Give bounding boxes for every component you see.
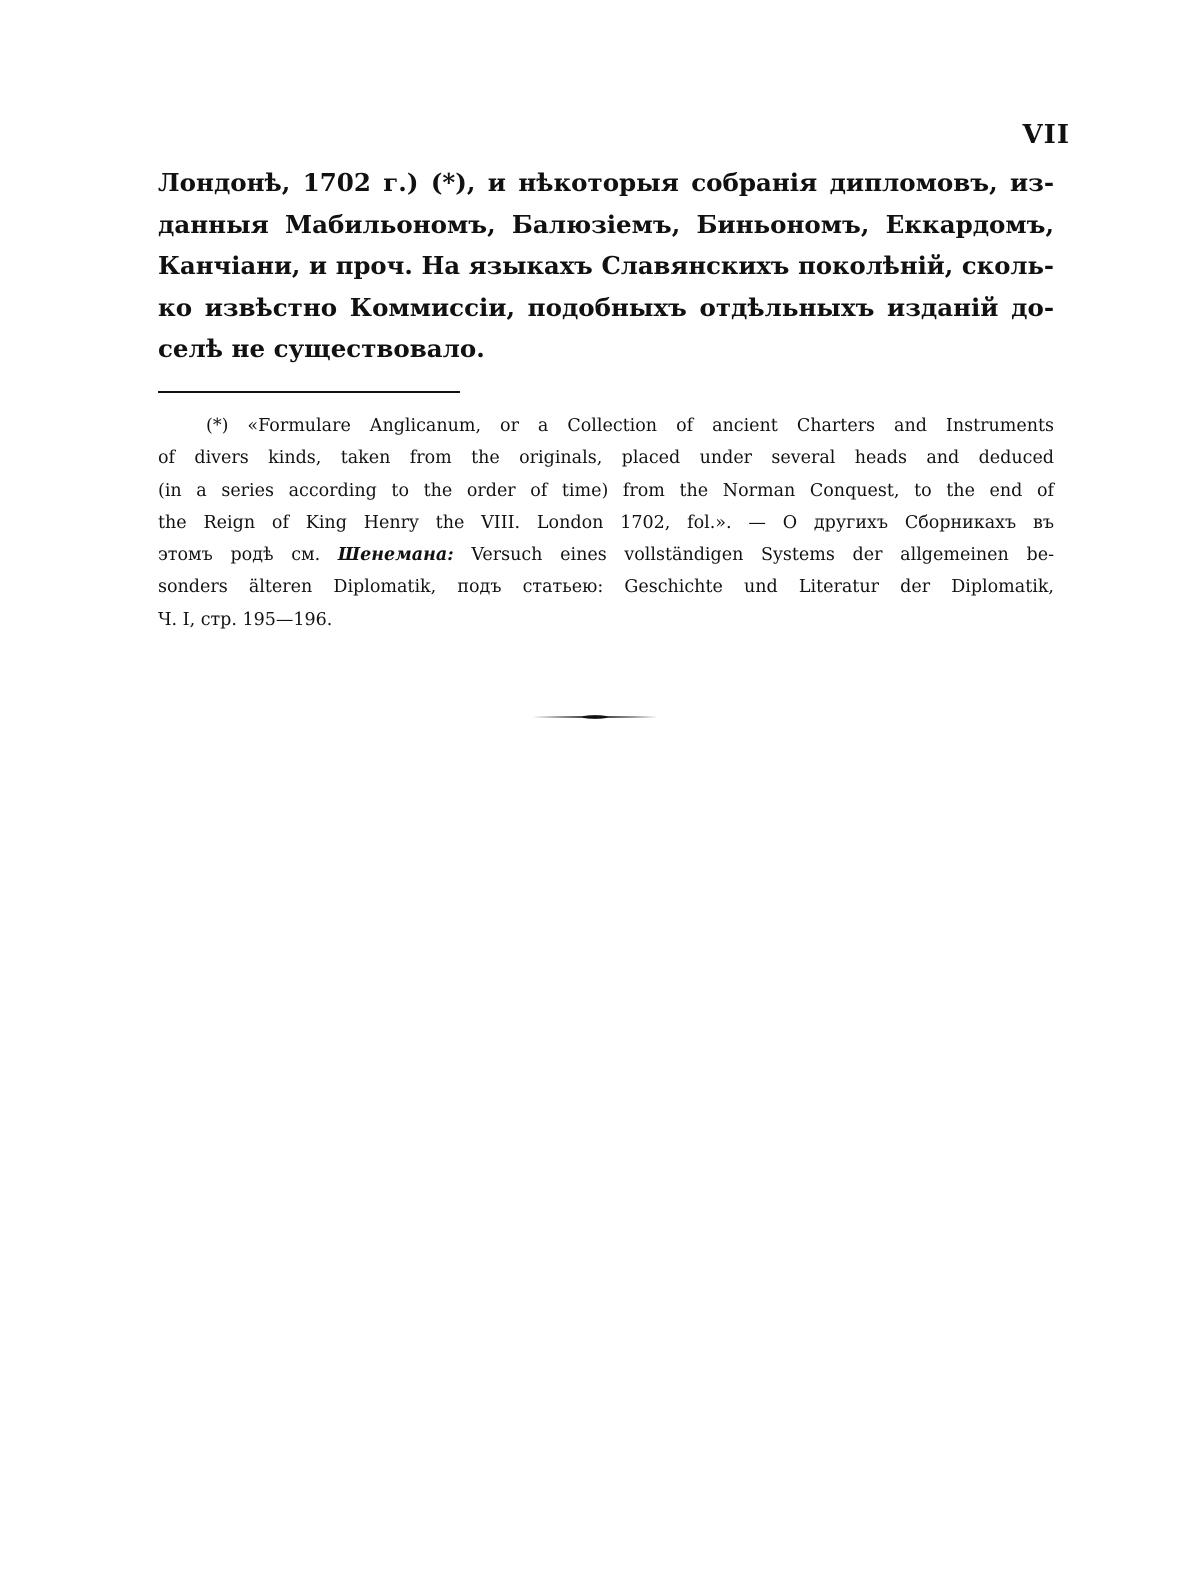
page-number: VII	[1022, 120, 1070, 150]
footnote-text: Versuch eines vollständigen Systems der allgemeinen be-	[471, 545, 1054, 566]
footnote-line	[158, 539, 1054, 571]
footnote-line: (in a series according to the order of time) from the Norman Conquest, to the end of	[158, 480, 1054, 501]
footnote-line: of divers kinds, taken from the originals, placed under several heads and deduced	[158, 448, 1054, 469]
footnote-divider	[158, 391, 460, 393]
body-line: селѣ не существовало.	[158, 334, 485, 363]
footnote-author-name: Шенемана:	[337, 545, 454, 566]
footnote-line: the Reign of King Henry the VIII. London 1702, fol.». — О другихъ Сборникахъ въ	[158, 512, 1054, 533]
body-paragraph	[158, 162, 1054, 370]
footnote-line: (*) «Formulare Anglicanum, or a Collection of ancient Charters and Instruments	[206, 416, 1054, 436]
body-line: Лондонѣ, 1702 г.) (*), и нѣкоторыя собранія дипломовъ, из-	[158, 168, 1054, 197]
body-line: ко извѣстно Коммиссіи, подобныхъ отдѣльныхъ изданій до-	[158, 292, 1054, 322]
body-line: данныя Мабильономъ, Балюзіемъ, Биньономъ, Еккардомъ,	[158, 209, 1054, 239]
body-line: Канчіани, и проч. На языкахъ Славянскихъ поколѣній, сколь-	[158, 251, 1054, 280]
footnote-line: Ч. I, стр. 195—196.	[158, 609, 333, 630]
footnote-text: этомъ родѣ см.	[158, 545, 321, 566]
footnote	[158, 410, 1054, 636]
footnote-line: sonders älteren Diplomatik, подъ статьею: Geschichte und Literatur der Diplomatik,	[158, 577, 1054, 598]
end-ornament	[532, 713, 658, 721]
